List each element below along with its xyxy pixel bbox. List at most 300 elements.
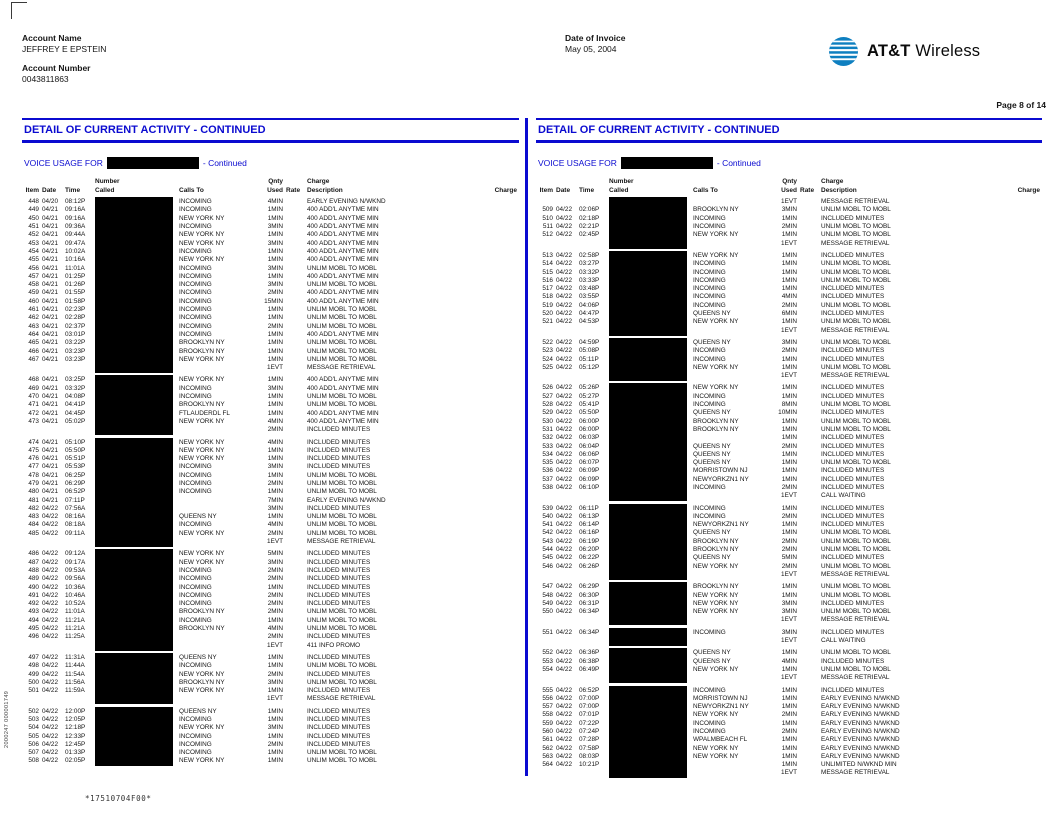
invoice-date-value: May 05, 2004	[565, 43, 617, 54]
cell-rate	[286, 521, 307, 529]
cell-qnty: 1MIN	[781, 251, 797, 259]
cell-desc: UNLIM MOBL TO MOBL	[307, 355, 377, 363]
cell-charge	[971, 521, 1042, 529]
cell-time: 06:31P	[579, 599, 600, 607]
cell-qnty: 5MIN	[781, 554, 797, 562]
cell-time: 06:52P	[65, 488, 86, 496]
cell-rate	[286, 724, 307, 732]
cell-desc: INCLUDED MINUTES	[821, 347, 885, 355]
cell-charge	[457, 550, 519, 558]
cell-rate	[286, 364, 307, 372]
cell-callsto: QUEENS NY	[179, 707, 217, 715]
cell-date: 04/22	[42, 558, 58, 566]
cell-date: 04/22	[556, 554, 572, 562]
cell-callsto	[179, 695, 257, 703]
cell-charge	[457, 426, 519, 434]
cell-qnty: 4MIN	[267, 521, 283, 529]
cell-callsto: INCOMING	[693, 301, 726, 309]
redacted-number-cell	[95, 695, 179, 703]
cell-time: 06:11P	[579, 504, 599, 512]
cell-item: 543	[542, 537, 553, 545]
cell-charge	[971, 215, 1042, 223]
cell-date: 04/22	[556, 628, 572, 636]
cell-desc: INCLUDED MINUTES	[307, 716, 371, 723]
cell-date: 04/22	[42, 716, 58, 723]
cell-time: 03:22P	[65, 339, 86, 347]
cell-callsto: QUEENS NY	[179, 513, 217, 521]
cell-time: 09:47A	[65, 239, 86, 247]
redacted-number-cell	[609, 674, 693, 682]
cell-date: 04/22	[42, 724, 58, 732]
cell-item: 536	[542, 467, 553, 475]
cell-qnty: 1MIN	[267, 347, 283, 355]
cell-time: 06:07P	[579, 459, 600, 467]
cell-desc: INCLUDED MINUTES	[307, 583, 371, 591]
cell-callsto: INCOMING	[179, 662, 212, 670]
cell-qnty: 1MIN	[267, 716, 283, 723]
cell-charge	[971, 231, 1042, 239]
cell-time: 09:12A	[65, 550, 86, 558]
cell-rate	[286, 600, 307, 608]
cell-qnty: 1MIN	[781, 504, 797, 512]
cell-callsto: INCOMING	[179, 471, 212, 479]
usage-row	[536, 674, 1042, 682]
cell-date: 04/22	[556, 425, 572, 433]
cell-desc: INCLUDED MINUTES	[821, 686, 885, 694]
cell-rate	[800, 426, 821, 434]
cell-charge	[971, 711, 1042, 719]
page-number: Page 8 of 14	[996, 100, 1046, 110]
cell-callsto: NEW YORK NY	[693, 608, 739, 616]
cell-rate	[286, 401, 307, 409]
cell-rate	[286, 298, 307, 306]
cell-date: 04/22	[42, 662, 58, 670]
cell-item: 534	[542, 450, 553, 458]
col-header-item: Item	[25, 186, 39, 194]
cell-rate	[286, 356, 307, 364]
col-header-time: Time	[65, 186, 81, 194]
cell-time: 11:56A	[65, 678, 85, 686]
cell-rate	[800, 769, 821, 777]
cell-callsto: FTLAUDERDL FL	[179, 409, 230, 417]
cell-callsto: INCOMING	[179, 223, 212, 231]
col-header-charge-top: Charge	[821, 178, 844, 185]
cell-rate	[800, 318, 821, 326]
cell-time: 04:47P	[579, 310, 600, 318]
cell-rate	[286, 749, 307, 757]
cell-charge	[971, 223, 1042, 231]
cell-charge	[457, 273, 519, 281]
cell-qnty: 1EVT	[267, 364, 283, 372]
cell-callsto: INCOMING	[179, 479, 212, 487]
cell-qnty: 1MIN	[781, 583, 797, 591]
usage-row	[22, 364, 519, 372]
cell-rate	[286, 426, 307, 434]
cell-item: 520	[542, 310, 553, 318]
cell-charge	[971, 260, 1042, 268]
cell-charge	[971, 277, 1042, 285]
cell-qnty: 2MIN	[781, 546, 797, 554]
cell-callsto	[693, 327, 771, 335]
cell-date: 04/22	[556, 338, 572, 346]
cell-charge	[457, 625, 519, 633]
cell-qnty: 1MIN	[267, 247, 283, 255]
cell-charge	[971, 206, 1042, 214]
cell-callsto: BROOKLYN NY	[693, 537, 739, 545]
cell-time: 06:19P	[579, 537, 600, 545]
col-header-calls-to: Calls To	[179, 186, 204, 194]
cell-desc: MESSAGE RETRIEVAL	[821, 616, 890, 624]
cell-qnty: 2MIN	[267, 529, 283, 537]
cell-qnty: 1MIN	[267, 339, 283, 347]
cell-qnty: 8MIN	[781, 401, 797, 409]
cell-charge	[457, 584, 519, 592]
cell-time: 12:45P	[65, 740, 86, 748]
cell-callsto: NEW YORK NY	[179, 670, 225, 678]
cell-callsto: NEW YORK NY	[179, 757, 225, 765]
cell-date: 04/22	[42, 529, 58, 537]
cell-callsto: NEW YORK NY	[179, 214, 225, 222]
cell-qnty: 3MIN	[267, 239, 283, 247]
cell-item: 551	[542, 628, 553, 636]
cell-time: 07:01P	[579, 711, 600, 719]
cell-callsto: BROOKLYN NY	[693, 425, 739, 433]
cell-qnty: 1MIN	[781, 260, 797, 268]
cell-time: 08:03P	[579, 752, 600, 760]
cell-charge	[457, 231, 519, 239]
cell-callsto: INCOMING	[693, 628, 726, 636]
cell-callsto: NEW YORK NY	[179, 231, 225, 239]
cell-time: 01:33P	[65, 749, 86, 757]
col-header-qnty: Qnty	[268, 178, 283, 185]
cell-desc: INCLUDED MINUTES	[821, 214, 885, 222]
cell-time: 07:56A	[65, 504, 86, 512]
cell-callsto: NEWYORKZN1 NY	[693, 521, 749, 529]
cell-desc: UNLIM MOBL TO MOBL	[307, 529, 377, 537]
cell-charge	[971, 761, 1042, 769]
invoice-date-label: Date of Invoice	[565, 33, 626, 43]
cell-qnty: 2MIN	[267, 670, 283, 678]
col-header-qnty: Qnty	[782, 178, 797, 185]
cell-item: 449	[28, 206, 39, 214]
cell-desc: UNLIM MOBL TO MOBL	[821, 260, 891, 268]
usage-row	[536, 616, 1042, 624]
cell-charge	[971, 467, 1042, 475]
cell-charge	[971, 529, 1042, 537]
cell-rate	[800, 327, 821, 335]
cell-desc: CALL WAITING	[821, 492, 866, 500]
cell-time: 06:52P	[579, 686, 600, 694]
cell-date: 04/21	[42, 455, 58, 463]
cell-callsto	[693, 198, 771, 206]
cell-date: 04/22	[556, 442, 572, 450]
cell-time: 06:20P	[579, 546, 600, 554]
cell-callsto: NEWYORKZN1 NY	[693, 475, 749, 483]
cell-time	[65, 642, 95, 650]
cell-callsto: NEWYORKZN1 NY	[693, 703, 749, 711]
cell-item	[536, 616, 556, 624]
cell-time: 09:16A	[65, 214, 86, 222]
cell-qnty: 1MIN	[267, 330, 283, 338]
cell-rate	[286, 530, 307, 538]
cell-charge	[971, 563, 1042, 571]
cell-item: 474	[28, 438, 39, 446]
cell-date: 04/22	[556, 657, 572, 665]
cell-time: 12:00P	[65, 707, 86, 715]
cell-rate	[800, 215, 821, 223]
cell-time: 07:28P	[579, 736, 600, 744]
cell-charge	[457, 198, 519, 206]
cell-qnty: 10MIN	[778, 409, 797, 417]
cell-rate	[800, 521, 821, 529]
cell-date: 04/21	[42, 488, 58, 496]
cell-date: 04/21	[42, 297, 58, 305]
cell-callsto	[179, 642, 257, 650]
cell-charge	[457, 488, 519, 496]
cell-item: 500	[28, 678, 39, 686]
cell-desc: INCLUDED MINUTES	[821, 310, 885, 318]
cell-charge	[457, 708, 519, 716]
voice-usage-heading-right	[536, 156, 1042, 169]
cell-qnty: 3MIN	[267, 504, 283, 512]
cell-item: 482	[28, 504, 39, 512]
cell-item: 560	[542, 728, 553, 735]
cell-desc: INCLUDED MINUTES	[821, 450, 885, 458]
cell-date: 04/22	[556, 310, 572, 318]
cell-item: 531	[542, 425, 553, 433]
cell-item	[536, 571, 556, 579]
cell-time: 02:06P	[579, 206, 600, 214]
cell-item: 491	[28, 591, 39, 599]
cell-qnty: 2MIN	[781, 537, 797, 545]
cell-item: 552	[542, 649, 553, 657]
cell-callsto: NEW YORK NY	[693, 384, 739, 392]
cell-rate	[800, 616, 821, 624]
cell-time: 02:18P	[579, 214, 600, 222]
cell-qnty: 1MIN	[267, 732, 283, 740]
cell-desc: INCLUDED MINUTES	[821, 434, 885, 442]
table-header-row2	[536, 187, 1042, 196]
cell-time: 11:01A	[65, 608, 85, 616]
cell-qnty: 1EVT	[781, 769, 797, 777]
cell-time: 07:00P	[579, 694, 600, 702]
cell-callsto: BROOKLYN NY	[693, 583, 739, 591]
col-header-date: Date	[556, 186, 571, 194]
cell-date: 04/22	[42, 678, 58, 686]
cell-charge	[457, 724, 519, 732]
cell-desc: INCLUDED MINUTES	[821, 384, 885, 392]
cell-charge	[971, 728, 1042, 736]
cell-charge	[457, 289, 519, 297]
cell-rate	[800, 418, 821, 426]
cell-qnty: 1MIN	[781, 752, 797, 760]
cell-desc: 400 ADD'L ANYTME MIN	[307, 384, 379, 392]
cell-callsto: INCOMING	[179, 272, 212, 280]
cell-callsto	[179, 426, 257, 434]
cell-callsto: NEW YORK NY	[693, 562, 739, 570]
cell-callsto: INCOMING	[179, 281, 212, 289]
cell-desc: INCLUDED MINUTES	[821, 392, 885, 400]
usage-row	[536, 327, 1042, 335]
cell-desc: 400 ADD'L ANYTME MIN	[307, 330, 379, 338]
redacted-number-cell	[609, 372, 693, 380]
cell-time: 05:50P	[579, 409, 600, 417]
redacted-number-cell	[609, 769, 693, 777]
cell-date: 04/21	[42, 306, 58, 314]
cell-date: 04/22	[556, 649, 572, 657]
cell-rate	[800, 285, 821, 293]
cell-qnty: 1MIN	[267, 707, 283, 715]
cell-callsto: BROOKLYN NY	[179, 625, 225, 633]
cell-date: 04/22	[556, 665, 572, 673]
cell-item: 455	[28, 256, 39, 264]
cell-desc: 400 ADD'L ANYTME MIN	[307, 231, 379, 239]
cell-item: 461	[28, 306, 39, 314]
activity-column-left	[22, 118, 519, 776]
cell-desc: MESSAGE RETRIEVAL	[821, 570, 890, 578]
cell-rate	[800, 761, 821, 769]
cell-item: 515	[542, 268, 553, 276]
cell-charge	[971, 327, 1042, 335]
cell-qnty: 2MIN	[267, 633, 283, 641]
cell-desc: EARLY EVENING N/WKND	[821, 728, 900, 735]
cell-qnty: 1EVT	[781, 239, 797, 247]
cell-item	[536, 327, 556, 335]
cell-callsto: INCOMING	[693, 223, 726, 231]
cell-qnty: 3MIN	[267, 384, 283, 392]
cell-rate	[286, 662, 307, 670]
cell-callsto: NEW YORK NY	[693, 599, 739, 607]
cell-qnty: 1MIN	[267, 214, 283, 222]
cell-desc: UNLIM MOBL TO MOBL	[307, 322, 377, 330]
cell-item: 535	[542, 459, 553, 467]
cell-time: 01:26P	[65, 281, 86, 289]
cell-qnty: 2MIN	[781, 347, 797, 355]
cell-rate	[800, 372, 821, 380]
cell-desc: UNLIM MOBL TO MOBL	[821, 318, 891, 326]
cell-rate	[286, 608, 307, 616]
cell-qnty: 1MIN	[781, 703, 797, 711]
cell-desc: UNLIM MOBL TO MOBL	[821, 223, 891, 231]
cell-desc: EARLY EVENING N/WKND	[821, 744, 900, 752]
cell-date: 04/21	[42, 247, 58, 255]
cell-qnty: 1MIN	[781, 459, 797, 467]
cell-date: 04/22	[556, 301, 572, 309]
cell-qnty: 1MIN	[267, 749, 283, 757]
cell-rate	[800, 223, 821, 231]
usage-row	[22, 757, 519, 765]
cell-desc: UNLIM MOBL TO MOBL	[821, 529, 891, 537]
cell-date	[556, 327, 579, 335]
col-header-description: Description	[821, 186, 857, 194]
cell-rate	[286, 480, 307, 488]
cell-qnty: 4MIN	[267, 198, 283, 206]
cell-item: 502	[28, 707, 39, 715]
cell-desc: EARLY EVENING N/WKND	[821, 694, 900, 702]
cell-callsto: INCOMING	[693, 276, 726, 284]
cell-time: 05:41P	[579, 401, 600, 409]
cell-date: 04/22	[556, 591, 572, 599]
cell-qnty: 1MIN	[781, 450, 797, 458]
cell-desc: EARLY EVENING N/WKND	[821, 719, 900, 727]
col-header-number: Number	[95, 178, 120, 185]
cell-desc: MESSAGE RETRIEVAL	[307, 538, 376, 546]
redacted-number-cell	[95, 642, 179, 650]
cell-desc: INCLUDED MINUTES	[307, 740, 371, 748]
cell-callsto	[693, 571, 771, 579]
cell-qnty: 1MIN	[781, 649, 797, 657]
cell-charge	[457, 314, 519, 322]
cell-rate	[800, 711, 821, 719]
cell-time: 08:12P	[65, 198, 86, 206]
table-header-row1	[22, 178, 519, 187]
cell-callsto: QUEENS NY	[179, 653, 217, 661]
cell-item: 503	[28, 716, 39, 723]
cell-callsto	[693, 240, 771, 248]
column-divider	[525, 118, 528, 776]
cell-date	[556, 372, 579, 380]
cell-date: 04/22	[556, 223, 572, 231]
cell-desc: 400 ADD'L ANYTME MIN	[307, 376, 379, 384]
cell-callsto: MORRISTOWN NJ	[693, 467, 748, 475]
cell-qnty: 2MIN	[267, 289, 283, 297]
redacted-number-cell	[609, 637, 693, 645]
cell-date: 04/22	[556, 276, 572, 284]
cell-rate	[286, 716, 307, 724]
cell-date: 04/22	[556, 703, 572, 711]
cell-desc: UNLIM MOBL TO MOBL	[821, 301, 891, 309]
cell-time: 09:36A	[65, 223, 86, 231]
cell-qnty: 15MIN	[264, 297, 283, 305]
cell-desc: INCLUDED MINUTES	[821, 657, 885, 665]
usage-row	[536, 637, 1042, 645]
account-number-value: 0043811863	[22, 73, 69, 84]
cell-item: 525	[542, 363, 553, 371]
cell-rate	[286, 687, 307, 695]
cell-desc: UNLIM MOBL TO MOBL	[821, 591, 891, 599]
cell-rate	[800, 302, 821, 310]
cell-desc: UNLIM MOBL TO MOBL	[307, 314, 377, 322]
cell-date: 04/22	[556, 537, 572, 545]
cell-date: 04/21	[42, 231, 58, 239]
cell-callsto: INCOMING	[179, 575, 212, 583]
cell-charge	[457, 671, 519, 679]
cell-callsto: INCOMING	[693, 401, 726, 409]
cell-qnty: 1MIN	[781, 355, 797, 363]
cell-date: 04/22	[556, 599, 572, 607]
cell-callsto: INCOMING	[179, 616, 212, 624]
cell-rate	[800, 703, 821, 711]
cell-item: 506	[28, 740, 39, 748]
cell-time: 06:14P	[579, 521, 600, 529]
cell-charge	[971, 318, 1042, 326]
cell-rate	[800, 293, 821, 301]
cell-time: 05:08P	[579, 347, 600, 355]
cell-charge	[457, 393, 519, 401]
cell-time: 01:58P	[65, 297, 86, 305]
cell-item: 518	[542, 293, 553, 301]
cell-callsto: INCOMING	[179, 247, 212, 255]
cell-qnty: 1MIN	[267, 662, 283, 670]
cell-qnty: 1MIN	[267, 616, 283, 624]
cell-callsto: INCOMING	[693, 260, 726, 268]
cell-time: 05:26P	[579, 384, 600, 392]
cell-rate	[800, 451, 821, 459]
cell-desc: UNLIM MOBL TO MOBL	[821, 583, 891, 591]
cell-callsto: QUEENS NY	[693, 442, 731, 450]
voice-usage-suffix: - Continued	[202, 157, 247, 168]
cell-item	[22, 538, 42, 546]
